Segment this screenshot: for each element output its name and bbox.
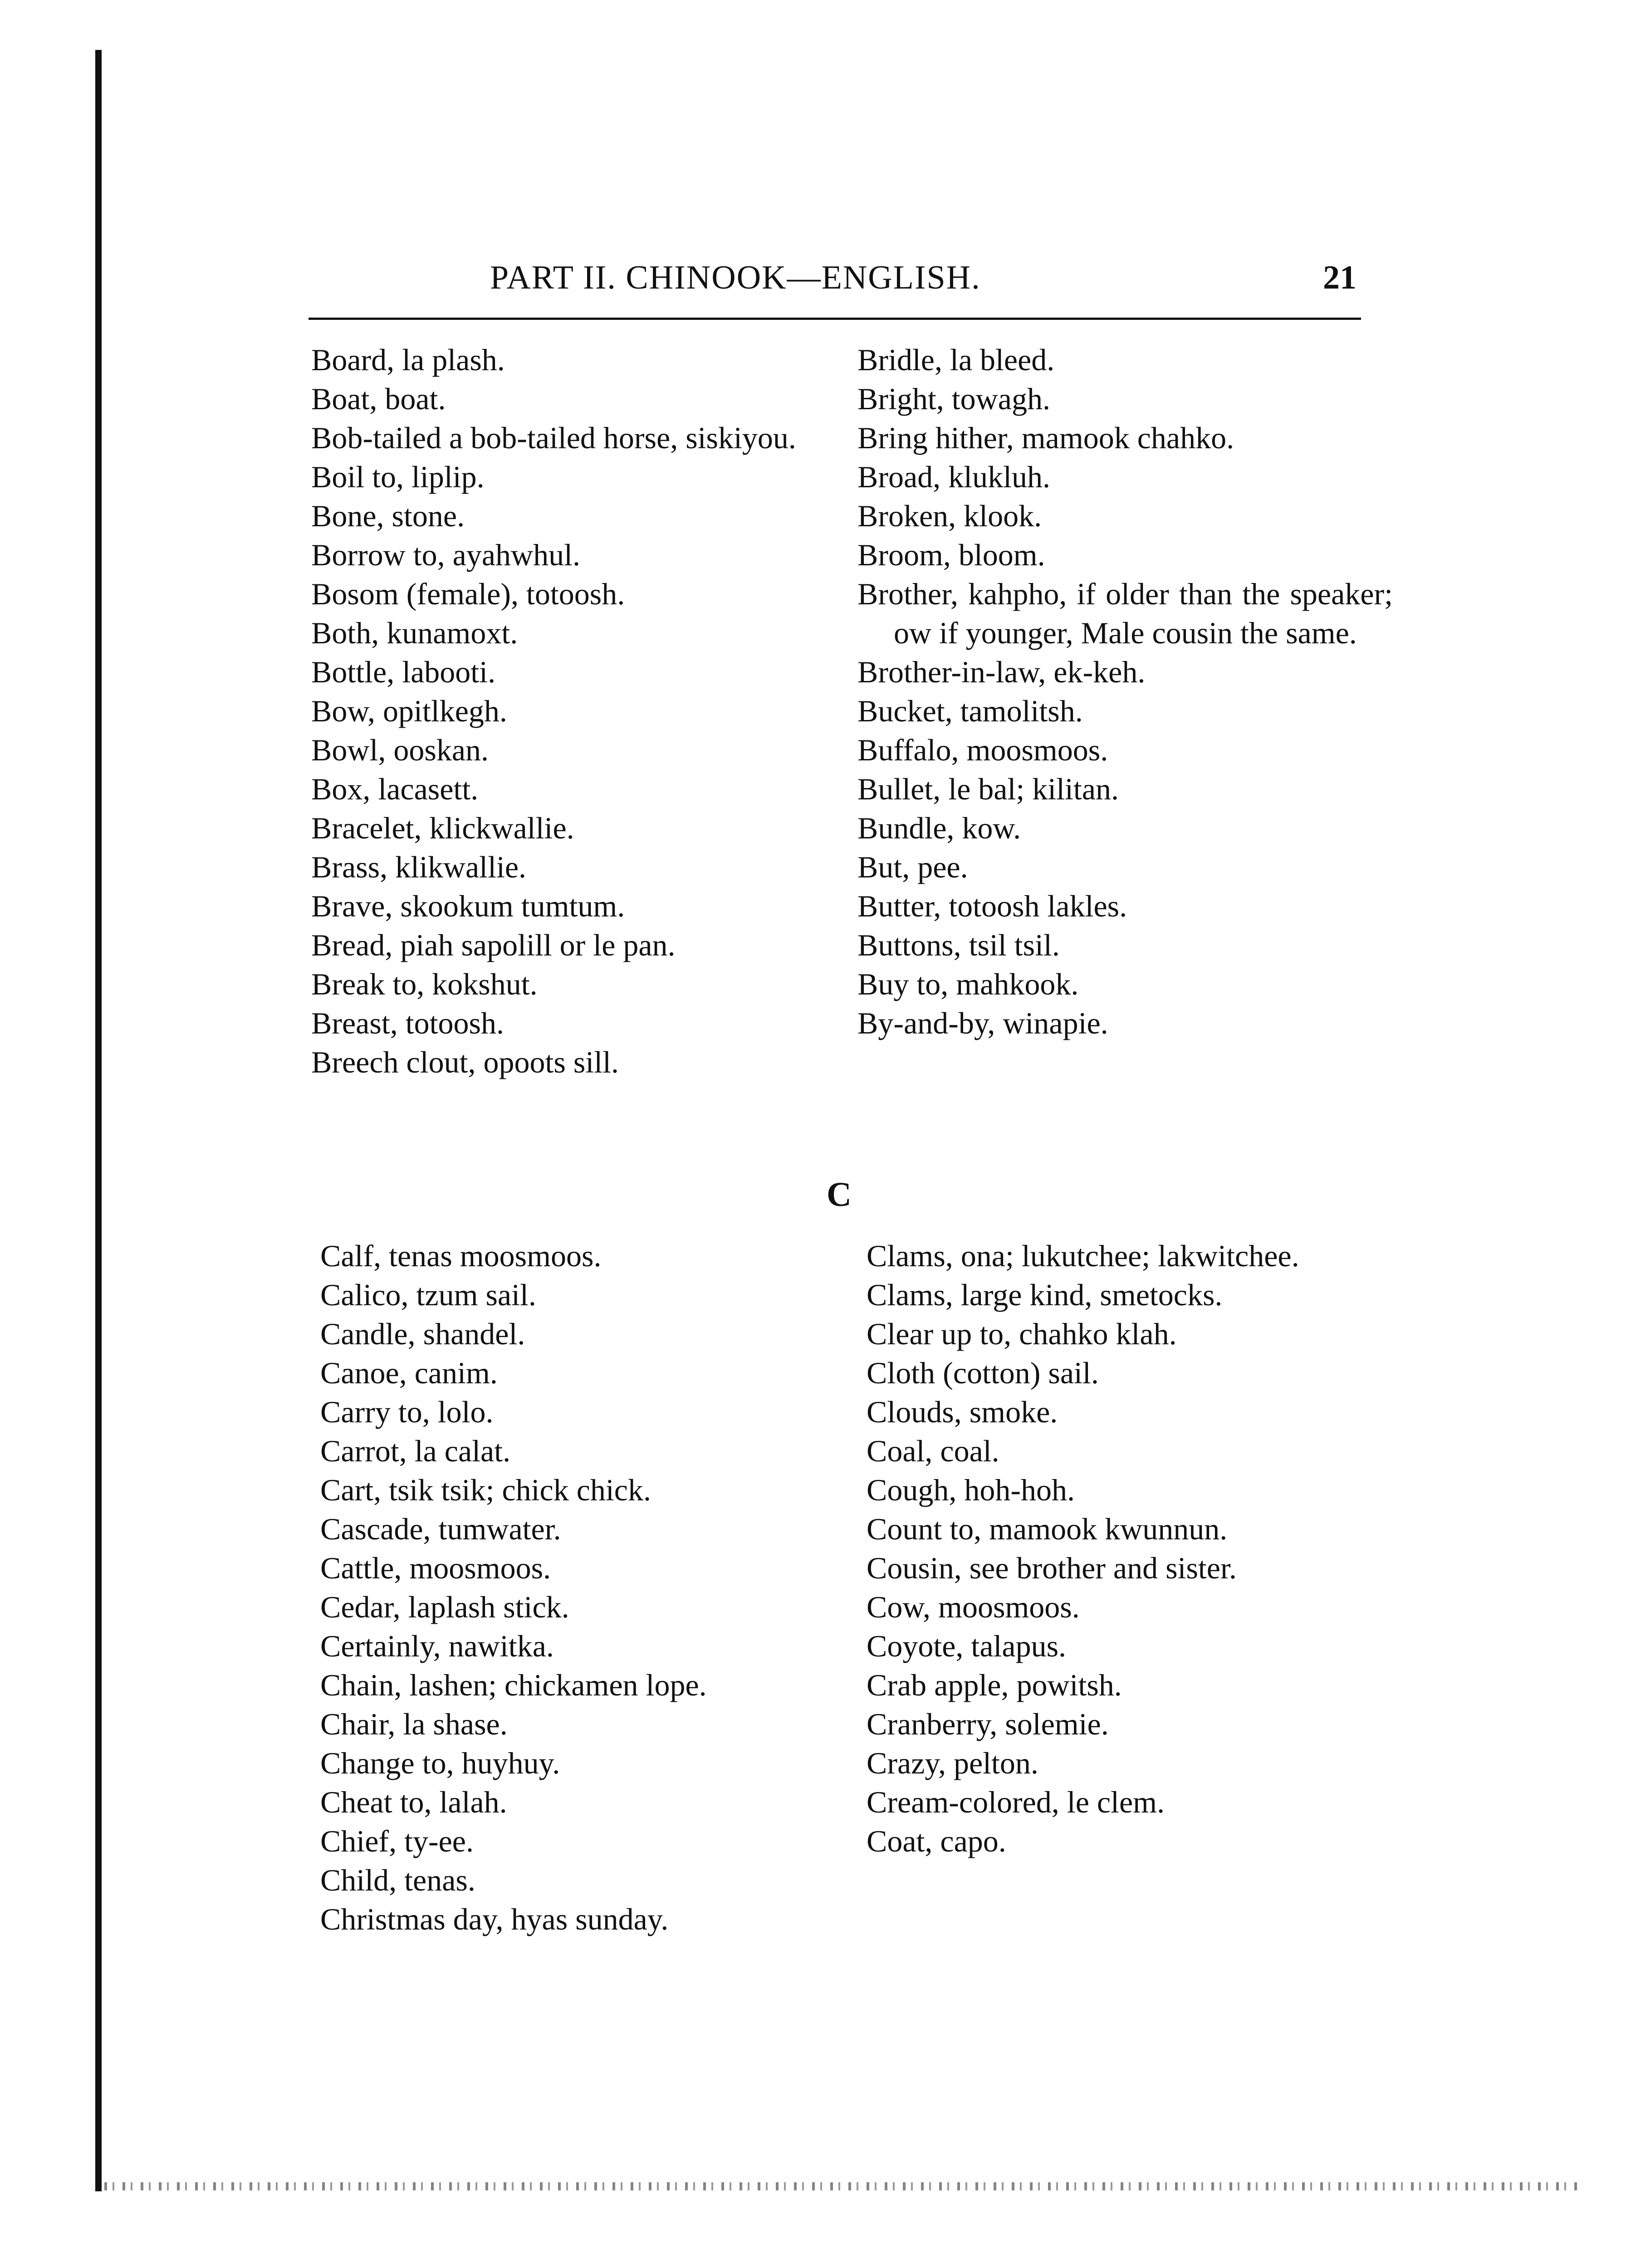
entry: Bosom (female), totoosh. bbox=[311, 577, 625, 611]
entry: Break to, kokshut. bbox=[311, 967, 538, 1001]
entry: Bone, stone. bbox=[311, 499, 465, 533]
entry: Boil to, liplip. bbox=[311, 460, 485, 494]
entry: Chain, lashen; chickamen lope. bbox=[320, 1668, 707, 1702]
running-title: PART II. CHINOOK—ENGLISH. bbox=[490, 259, 981, 296]
entry: Cousin, see brother and sister. bbox=[867, 1551, 1237, 1585]
c-right-column bbox=[867, 1236, 1402, 1861]
entry: Bob-tailed a bob-tailed horse, siskiyou. bbox=[311, 421, 796, 455]
page-binding-edge bbox=[95, 50, 102, 2191]
entry: Cranberry, solemie. bbox=[867, 1707, 1109, 1741]
entry: Brass, klikwallie. bbox=[311, 850, 527, 884]
entry: Change to, huyhuy. bbox=[320, 1746, 560, 1780]
entry: Bread, piah sapolill or le pan. bbox=[311, 928, 676, 962]
header-rule bbox=[309, 318, 1361, 320]
entry: Certainly, nawitka. bbox=[320, 1629, 554, 1663]
entry: Candle, shandel. bbox=[320, 1317, 525, 1351]
entry: Bridle, la bleed. bbox=[857, 343, 1055, 377]
entry: Cream-colored, le clem. bbox=[867, 1785, 1165, 1819]
entry: Cough, hoh-hoh. bbox=[867, 1473, 1075, 1507]
entry: Board, la plash. bbox=[311, 343, 505, 377]
entry: Cedar, laplash stick. bbox=[320, 1590, 569, 1624]
entry: Chair, la shase. bbox=[320, 1707, 508, 1741]
entry: Bottle, labooti. bbox=[311, 655, 496, 689]
entry: Bring hither, mamook chahko. bbox=[857, 421, 1234, 455]
entry: Broom, bloom. bbox=[857, 538, 1045, 572]
entry: Cloth (cotton) sail. bbox=[867, 1356, 1099, 1390]
section-letter: C bbox=[827, 1176, 852, 1214]
entry: Broad, klukluh. bbox=[857, 460, 1050, 494]
entry: Carry to, lolo. bbox=[320, 1395, 494, 1429]
entry: Bucket, tamolitsh. bbox=[857, 694, 1083, 728]
entry: Child, tenas. bbox=[320, 1863, 475, 1897]
b-left-column bbox=[311, 340, 847, 1082]
entry: Breast, totoosh. bbox=[311, 1006, 504, 1040]
entry: Coyote, talapus. bbox=[867, 1629, 1067, 1663]
entry: But, pee. bbox=[857, 850, 968, 884]
entry: Bracelet, klickwallie. bbox=[311, 811, 574, 845]
entry: Clams, ona; lukutchee; lakwitchee. bbox=[867, 1239, 1299, 1273]
entry: Butter, totoosh lakles. bbox=[857, 889, 1127, 923]
entry: Bowl, ooskan. bbox=[311, 733, 489, 767]
page-number: 21 bbox=[1323, 259, 1357, 296]
scan-bottom-edge bbox=[104, 2182, 1579, 2190]
entry: Bow, opitlkegh. bbox=[311, 694, 507, 728]
entry: Cascade, tumwater. bbox=[320, 1512, 561, 1546]
entry: Buy to, mahkook. bbox=[857, 967, 1079, 1001]
entry: Brother, kahpho, if older than the speaker; ow if younger, Male cousin the same. bbox=[857, 577, 1393, 650]
b-right-column bbox=[857, 340, 1393, 1043]
entry: Bright, towagh. bbox=[857, 382, 1050, 416]
entry: Clams, large kind, smetocks. bbox=[867, 1278, 1223, 1312]
entry: Coat, capo. bbox=[867, 1824, 1006, 1858]
entry: Brave, skookum tumtum. bbox=[311, 889, 625, 923]
entry: Both, kunamoxt. bbox=[311, 616, 518, 650]
entry: Crazy, pelton. bbox=[867, 1746, 1038, 1780]
c-left-column bbox=[320, 1236, 856, 1939]
entry: Clouds, smoke. bbox=[867, 1395, 1058, 1429]
entry: Broken, klook. bbox=[857, 499, 1042, 533]
entry: Borrow to, ayahwhul. bbox=[311, 538, 581, 572]
entry: Calico, tzum sail. bbox=[320, 1278, 536, 1312]
entry: Bullet, le bal; kilitan. bbox=[857, 772, 1119, 806]
entry: Cattle, moosmoos. bbox=[320, 1551, 551, 1585]
entry: Breech clout, opoots sill. bbox=[311, 1045, 619, 1079]
entry: Count to, mamook kwunnun. bbox=[867, 1512, 1228, 1546]
entry: Chief, ty-ee. bbox=[320, 1824, 474, 1858]
entry: Cheat to, lalah. bbox=[320, 1785, 507, 1819]
entry: Canoe, canim. bbox=[320, 1356, 498, 1390]
page-header bbox=[309, 254, 1370, 313]
entry: Coal, coal. bbox=[867, 1434, 999, 1468]
entry: Brother-in-law, ek-keh. bbox=[857, 655, 1146, 689]
entry: Crab apple, powitsh. bbox=[867, 1668, 1122, 1702]
entry: Box, lacasett. bbox=[311, 772, 479, 806]
entry: Buffalo, moosmoos. bbox=[857, 733, 1108, 767]
entry: By-and-by, winapie. bbox=[857, 1006, 1108, 1040]
entry: Bundle, kow. bbox=[857, 811, 1021, 845]
entry: Clear up to, chahko klah. bbox=[867, 1317, 1177, 1351]
entry: Buttons, tsil tsil. bbox=[857, 928, 1060, 962]
entry: Carrot, la calat. bbox=[320, 1434, 511, 1468]
entry: Cow, moosmoos. bbox=[867, 1590, 1080, 1624]
entry: Christmas day, hyas sunday. bbox=[320, 1902, 669, 1936]
entry: Cart, tsik tsik; chick chick. bbox=[320, 1473, 651, 1507]
entry: Boat, boat. bbox=[311, 382, 446, 416]
entry: Calf, tenas moosmoos. bbox=[320, 1239, 602, 1273]
